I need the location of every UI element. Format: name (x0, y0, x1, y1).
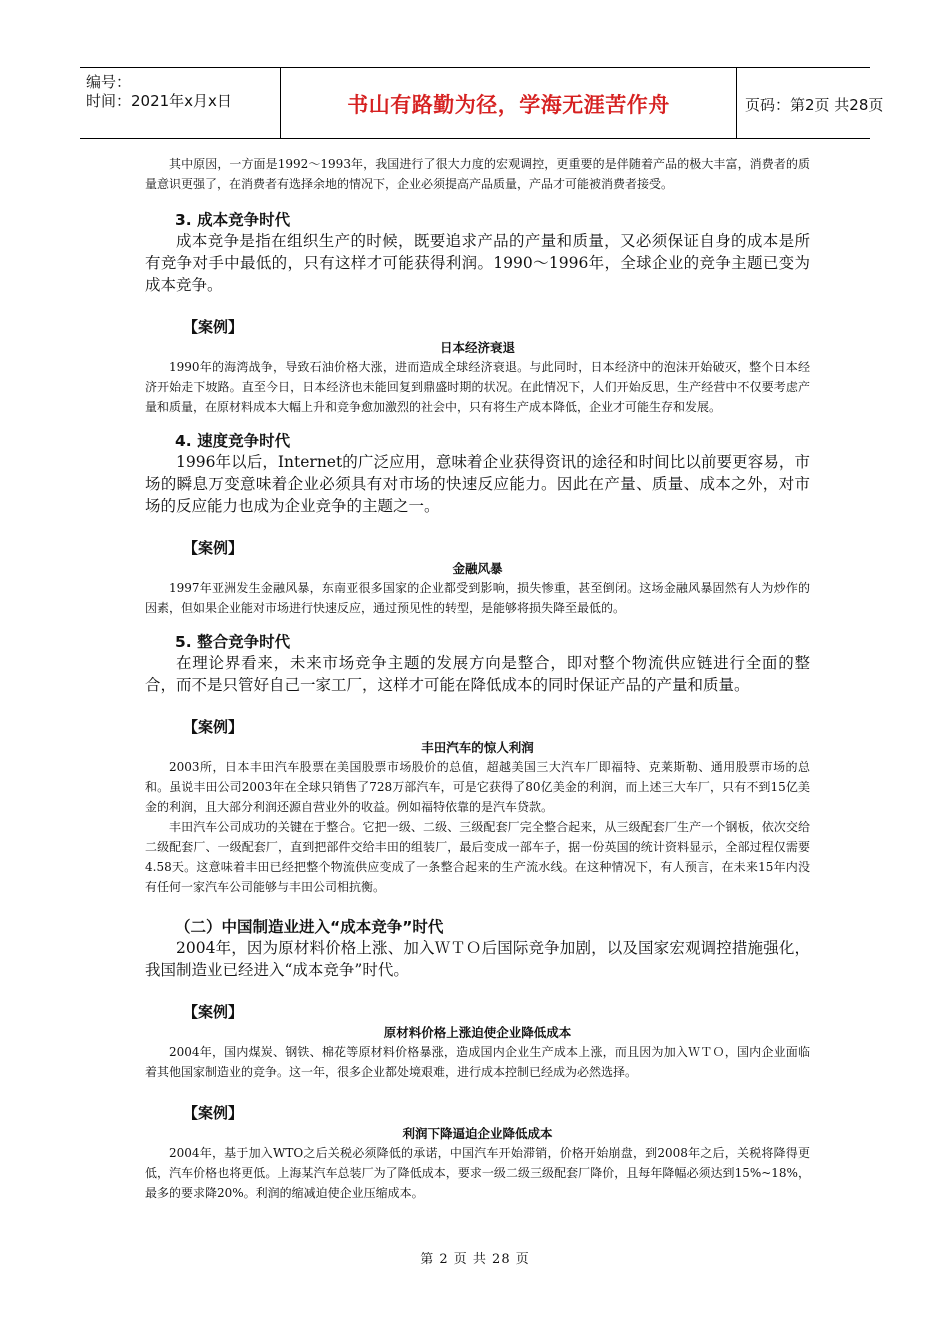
section-heading-cost: 3. 成本竞争时代 (175, 211, 291, 229)
intro-paragraph: 其中原因，一方面是1992～1993年，我国进行了很大力度的宏观调控，更重要的是伴随着产品的极大丰富，消费者的质量意识更强了，在消费者有选择余地的情况下，企业必须提高产品质量，产品才可能被消费者接受。 (145, 157, 810, 191)
header-page-cell (737, 68, 884, 138)
section-heading-integration: 5. 整合竞争时代 (175, 633, 291, 651)
case-label: 【案例】 (183, 318, 244, 336)
case-label: 【案例】 (183, 1104, 244, 1122)
case-text-financial-crisis: 1997年亚洲发生金融风暴，东南亚很多国家的企业都受到影响，损失惨重，甚至倒闭。这场金融风暴固然有人为炒作的因素，但如果企业能对市场进行快速反应，通过预见性的转型，是能够将损失降至最低的。 (145, 581, 810, 615)
header-motto-cell (281, 68, 737, 138)
case-text-toyota-2: 丰田汽车公司成功的关键在于整合。它把一级、二级、三级配套厂完全整合起来，从三级配套厂生产一个钢板，依次交给二级配套厂、一级配套厂，直到把部件交给丰田的组装厂，最后变成一部车子，据一份英国的统计资料显示，全部过程仅需要4.58天。这意味着丰田已经把整个物流供应变成了一条整合起来的生产流水线。在这种情况下，有人预言，在未来15年内没有任何一家汽车公司能够与丰田公司相抗衡。 (145, 820, 810, 894)
case-title-profit-decline: 利润下降逼迫企业降低成本 (402, 1126, 553, 1141)
section-body-speed: 1996年以后，Internet的广泛应用，意味着企业获得资讯的途径和时间比以前要更容易，市场的瞬息万变意味着企业必须具有对市场的快速反应能力。因此在产量、质量、成本之外，对市场的反应能力也成为企业竞争的主题之一。 (145, 453, 810, 515)
case-text-profit-decline: 2004年，基于加入WTO之后关税必须降低的承诺，中国汽车开始滞销，价格开始崩盘，到2008年之后，关税将降得更低，汽车价格也将更低。上海某汽车总装厂为了降低成本，要求一级二级三级配套厂降价，且每年降幅必须达到15%~18%，最多的要求降20%。利润的缩减迫使企业压缩成本。 (145, 1146, 810, 1200)
case-title-financial-crisis: 金融风暴 (452, 561, 503, 576)
section-heading-china: （二）中国制造业进入“成本竞争”时代 (175, 918, 444, 936)
case-text-toyota-1: 2003所，日本丰田汽车股票在美国股票市场股价的总值，超越美国三大汽车厂即福特、克莱斯勒、通用股票市场的总和。虽说丰田公司2003年在全球只销售了728万部汽车，可是它获得了80亿美金的利润，而上述三大车厂，只有不到15亿美金的利润，且大部分利润还源自营业外的收益。例如福特依靠的是汽车贷款。 (145, 760, 810, 814)
case-label: 【案例】 (183, 1003, 244, 1021)
case-title-raw-materials: 原材料价格上涨迫使企业降低成本 (383, 1025, 572, 1040)
section-body-integration: 在理论界看来，未来市场竞争主题的发展方向是整合，即对整个物流供应链进行全面的整合，而不是只管好自己一家工厂，这样才可能在降低成本的同时保证产品的产量和质量。 (145, 654, 810, 694)
case-label: 【案例】 (183, 539, 244, 557)
document-time-label: 时间：2021年x月x日 (86, 92, 232, 110)
case-label: 【案例】 (183, 718, 244, 736)
section-body-china: 2004年，因为原材料价格上涨、加入ＷＴＯ后国际竞争加剧，以及国家宏观调控措施强化，我国制造业已经进入“成本竞争”时代。 (145, 939, 810, 979)
header-motto: 书山有路勤为径，学海无涯苦作舟 (347, 93, 670, 117)
page-header (80, 67, 884, 139)
case-title-toyota: 丰田汽车的惊人利润 (421, 740, 534, 755)
case-title-japan: 日本经济衰退 (439, 340, 515, 355)
section-body-cost: 成本竞争是指在组织生产的时候，既要追求产品的产量和质量，又必须保证自身的成本是所有竞争对手中最低的，只有这样才可能获得利润。1990～1996年，全球企业的竞争主题已变为成本竞争。 (145, 232, 810, 294)
page-footer: 第 2 页 共 28 页 (420, 1252, 530, 1267)
case-text-japan: 1990年的海湾战争，导致石油价格大涨，进而造成全球经济衰退。与此同时，日本经济中的泡沫开始破灭，整个日本经济开始走下坡路。直至今日，日本经济也未能回复到鼎盛时期的状况。在此情况下，人们开始反思，生产经营中不仅要考虑产量和质量，在原材料成本大幅上升和竞争愈加激烈的社会中，只有将生产成本降低，企业才可能生存和发展。 (145, 360, 810, 414)
document-number-label: 编号： (86, 73, 132, 91)
header-page-label: 页码：第2页 共28页 (745, 96, 884, 114)
document-body (145, 154, 810, 1203)
case-text-raw-materials: 2004年，国内煤炭、钢铁、棉花等原材料价格暴涨，造成国内企业生产成本上涨，而且因为加入ＷＴＯ，国内企业面临着其他国家制造业的竞争。这一年，很多企业都处境艰难，进行成本控制已经成为必然选择。 (145, 1045, 810, 1079)
section-heading-speed: 4. 速度竞争时代 (175, 432, 291, 450)
header-info-cell (80, 68, 281, 138)
